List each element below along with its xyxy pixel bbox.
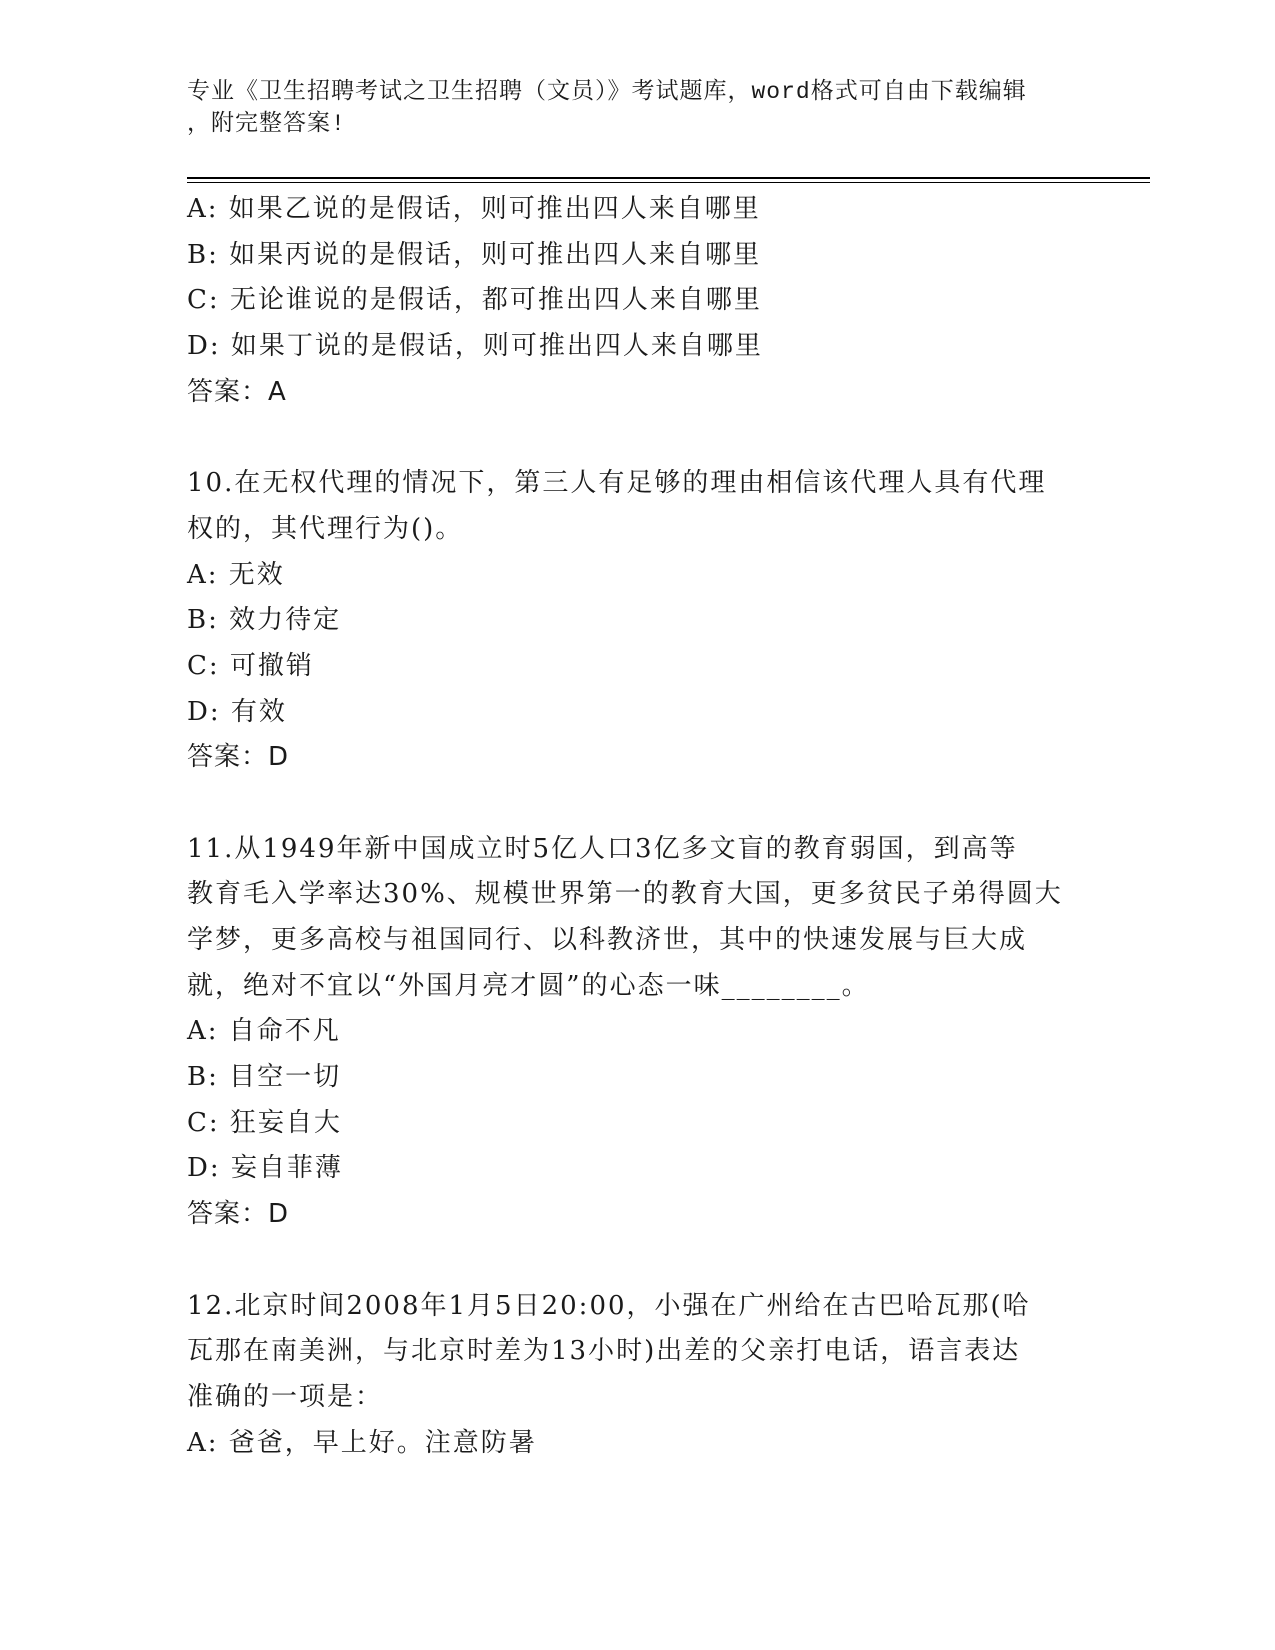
spacer — [187, 415, 1087, 461]
option-c: C: 可撤销 — [187, 650, 314, 681]
question-stem-line: 学梦，更多高校与祖国同行、以科教济世，其中的快速发展与巨大成 — [187, 925, 1028, 955]
question-stem-line: 瓦那在南美洲，与北京时差为13小时)出差的父亲打电话，语言表达 — [187, 1336, 1021, 1367]
question-stem-line: 10.在无权代理的情况下，第三人有足够的理由相信该代理人具有代理 — [187, 468, 1047, 499]
header-line-2: ，附完整答案! — [187, 111, 346, 137]
answer: 答案：D — [187, 1199, 290, 1230]
question-stem-line: 权的，其代理行为()。 — [187, 513, 464, 544]
header-divider-thin — [187, 182, 1150, 183]
option-c: C: 无论谁说的是假话，都可推出四人来自哪里 — [187, 285, 762, 316]
option-d: D: 妄自菲薄 — [187, 1153, 343, 1184]
spacer — [187, 1238, 1087, 1284]
option-c: C: 狂妄自大 — [187, 1107, 342, 1138]
option-a: A: 如果乙说的是假话，则可推出四人来自哪里 — [187, 194, 761, 224]
option-a: A: 自命不凡 — [187, 1016, 341, 1047]
document-header — [187, 76, 1087, 140]
question-11 — [187, 827, 1087, 1238]
answer: 答案：A — [187, 376, 287, 407]
question-stem-line: 就，绝对不宜以“外国月亮才圆”的心态一味________。 — [187, 970, 870, 1001]
header-line-1: 专业《卫生招聘考试之卫生招聘（文员）》考试题库，word格式可自由下载编辑 — [187, 79, 1027, 105]
option-d: D: 如果丁说的是假话，则可推出四人来自哪里 — [187, 331, 763, 362]
option-b: B: 如果丙说的是假话，则可推出四人来自哪里 — [187, 239, 762, 270]
question-stem-line: 11.从1949年新中国成立时5亿人口3亿多文盲的教育弱国，到高等 — [187, 833, 1018, 864]
question-stem-line: 准确的一项是： — [187, 1381, 384, 1412]
answer: 答案：D — [187, 742, 290, 773]
question-9 — [187, 187, 1087, 415]
question-stem-line: 教育毛入学率达30%、规模世界第一的教育大国，更多贫民子弟得圆大 — [187, 879, 1063, 910]
option-b: B: 效力待定 — [187, 605, 342, 636]
option-a: A: 无效 — [187, 559, 285, 590]
question-10 — [187, 461, 1087, 781]
question-list — [187, 187, 1087, 1466]
option-b: B: 目空一切 — [187, 1062, 342, 1093]
question-12 — [187, 1284, 1087, 1467]
spacer — [187, 781, 1087, 827]
question-stem-line: 12.北京时间2008年1月5日20:00，小强在广州给在古巴哈瓦那(哈 — [187, 1290, 1031, 1321]
option-a: A: 爸爸，早上好。注意防暑 — [187, 1427, 537, 1458]
header-divider-thick — [187, 177, 1150, 179]
option-d: D: 有效 — [187, 696, 287, 727]
